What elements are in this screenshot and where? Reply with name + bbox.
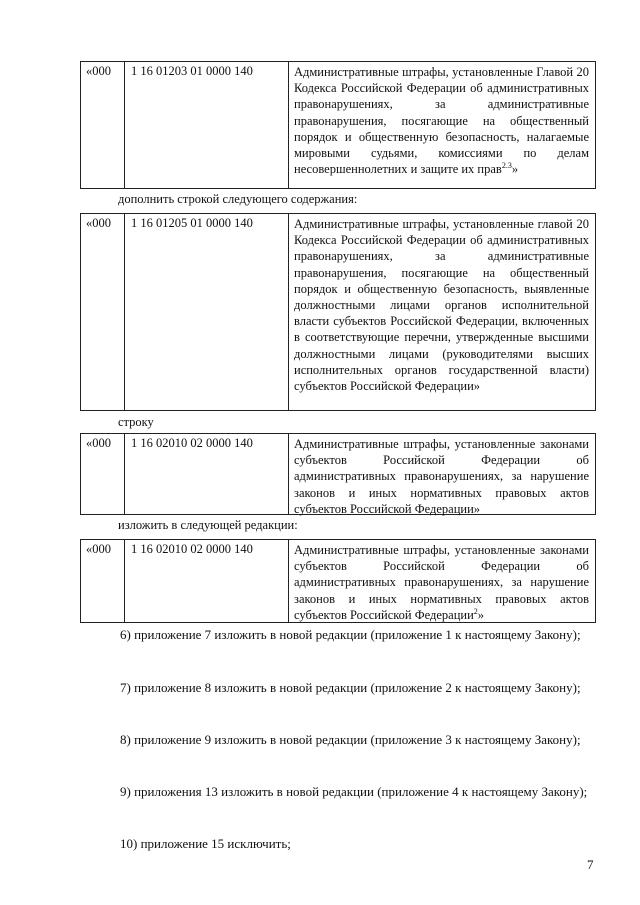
table-row bbox=[80, 61, 596, 189]
footnote-marker: 2.3 bbox=[501, 161, 512, 171]
closing-quote: » bbox=[477, 607, 485, 622]
code-prefix-cell: «000 bbox=[81, 214, 125, 410]
kbk-code-cell: 1 16 02010 02 0000 140 bbox=[125, 434, 289, 514]
table-row bbox=[80, 433, 596, 515]
amendment-paragraph: 6) приложение 7 изложить в новой редакции (приложение 1 к настоящему Закону); bbox=[120, 627, 581, 642]
description-cell bbox=[289, 214, 595, 410]
amendment-paragraph: 10) приложение 15 исключить; bbox=[120, 836, 291, 851]
table-row bbox=[80, 213, 596, 411]
kbk-code-cell: 1 16 01205 01 0000 140 bbox=[125, 214, 289, 410]
closing-quote: » bbox=[511, 162, 519, 177]
description-text: Административные штрафы, установленные главой 20 Кодекса Российской Федерации об административных правонарушениях, за административные правонарушения, посягающие на общественный порядок и общественную безопасность, выявленные должностными лицами органов исполнительной власти субъектов Российской Федерации, включенных в соответствующие перечни, утвержденные высшими должностными лицами (руководителями высших исполнительных органов государственной власти) субъектов Российской Федерации» bbox=[294, 217, 589, 394]
table-row bbox=[80, 539, 596, 623]
kbk-code-cell: 1 16 01203 01 0000 140 bbox=[125, 62, 289, 188]
footnote-marker: 2 bbox=[473, 606, 478, 616]
code-prefix-cell: «000 bbox=[81, 62, 125, 188]
description-cell bbox=[289, 62, 595, 188]
page-number: 7 bbox=[587, 857, 594, 872]
description-text: Административные штрафы, установленные законами субъектов Российской Федерации об административных правонарушениях, за нарушение законов и иных нормативных правовых актов субъектов Российской Федерации» bbox=[294, 437, 589, 516]
amendment-paragraph: 7) приложение 8 изложить в новой редакции (приложение 2 к настоящему Закону); bbox=[120, 680, 581, 695]
code-prefix-cell: «000 bbox=[81, 434, 125, 514]
code-prefix-cell: «000 bbox=[81, 540, 125, 622]
description-cell bbox=[289, 434, 595, 514]
description-text: Административные штрафы, установленные Главой 20 Кодекса Российской Федерации об административных правонарушениях, за административные правонарушения, посягающие на общественный порядок и общественную безопасность, налагаемые мировыми судьями, комиссиями по делам несовершеннолетних и защите их прав bbox=[294, 65, 589, 177]
intro-text: дополнить строкой следующего содержания: bbox=[118, 192, 358, 206]
description-text: Административные штрафы, установленные законами субъектов Российской Федерации об административных правонарушениях, за нарушение законов и иных нормативных правовых актов субъектов Российской Федерации bbox=[294, 543, 589, 622]
intro-text: строку bbox=[118, 415, 154, 429]
description-cell bbox=[289, 540, 595, 622]
amendment-paragraph: 9) приложения 13 изложить в новой редакции (приложение 4 к настоящему Закону); bbox=[120, 784, 588, 799]
kbk-code-cell: 1 16 02010 02 0000 140 bbox=[125, 540, 289, 622]
intro-text: изложить в следующей редакции: bbox=[118, 518, 298, 532]
amendment-paragraph: 8) приложение 9 изложить в новой редакции (приложение 3 к настоящему Закону); bbox=[120, 732, 581, 747]
